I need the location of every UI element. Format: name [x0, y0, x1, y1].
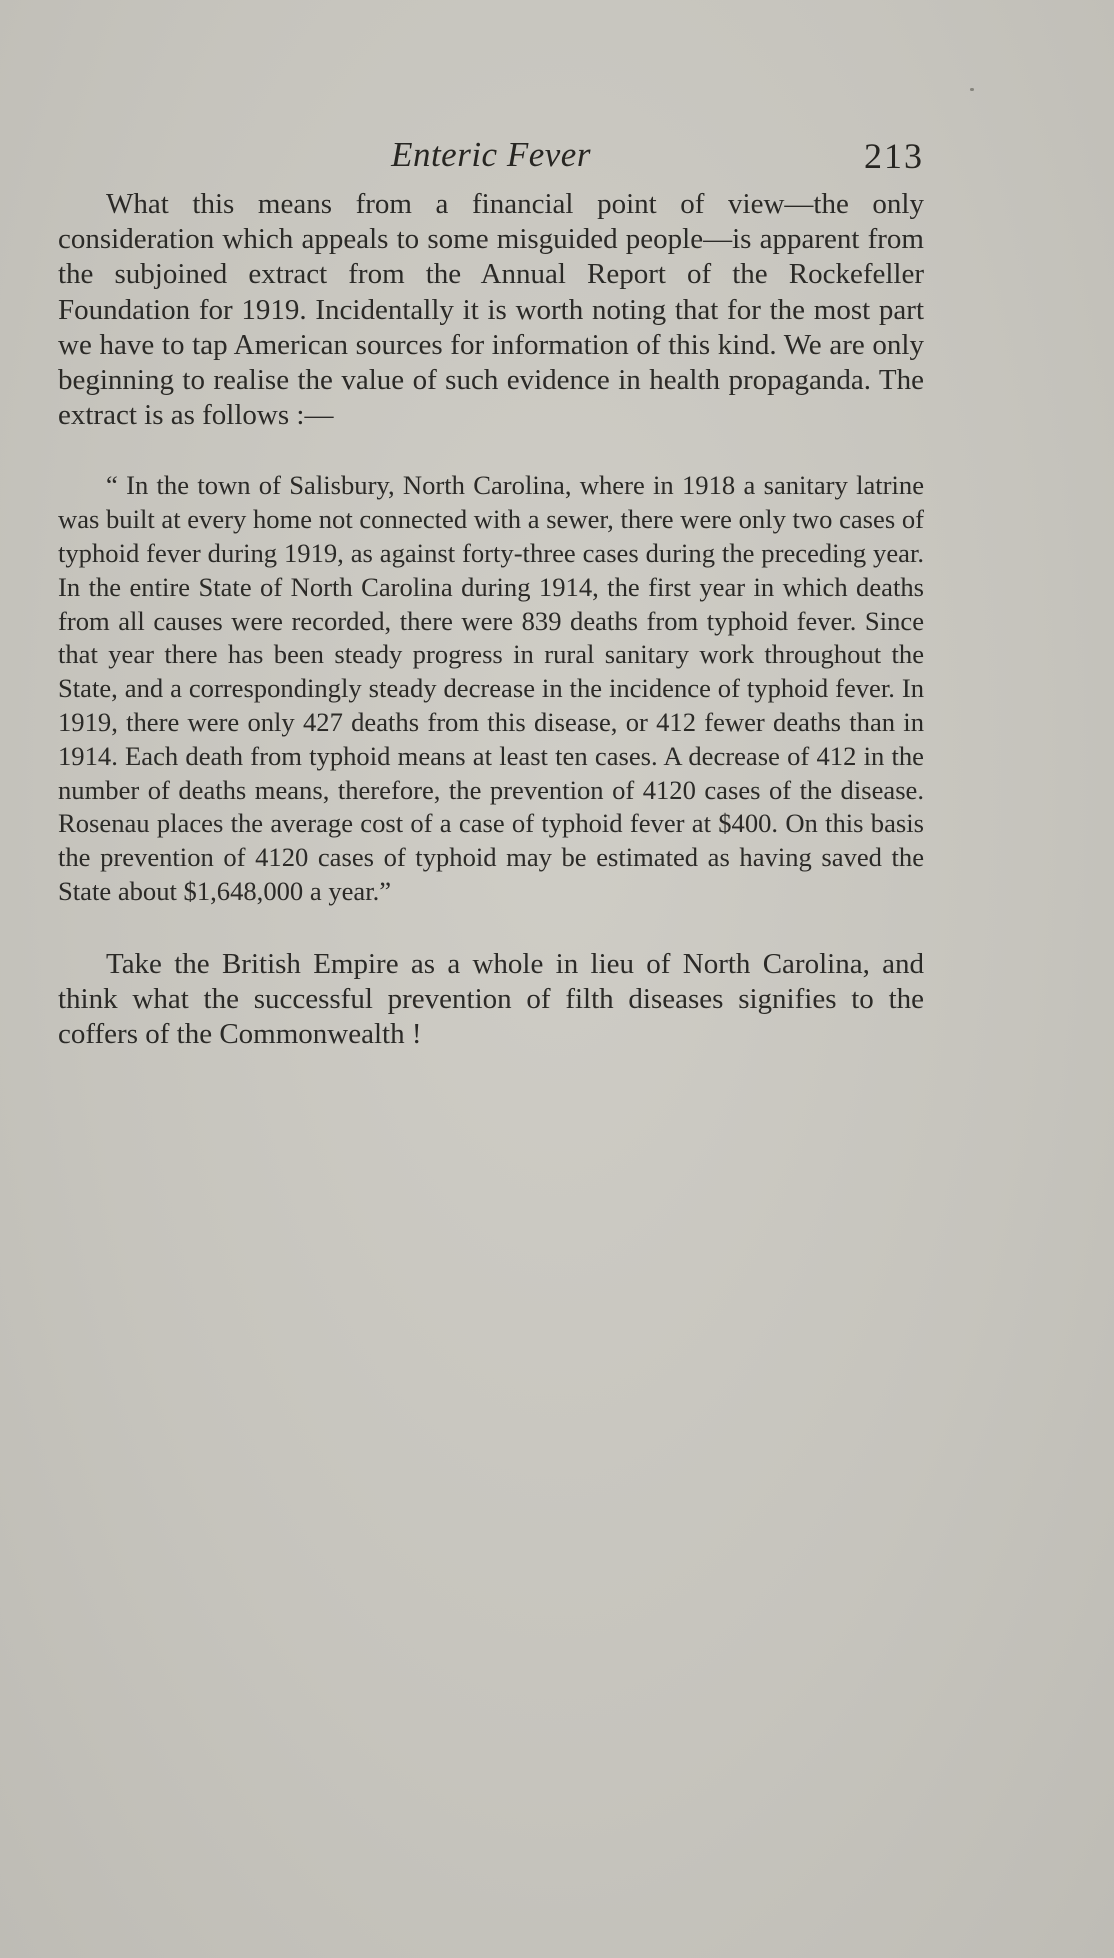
body-paragraph-1: [58, 187, 924, 433]
quoted-extract: [58, 469, 924, 908]
paragraph-text-2: Take the British Empire as a whole in lieu of North Carolina, and think what the successful prevention of filth diseases signifies to the coffers of the Commonwealth !: [58, 947, 924, 1051]
page-number: 213: [864, 136, 924, 176]
paragraph-text-1: What this means from a financial point of view—the only consideration which appeals to some misguided people—is apparent from the subjoined extract from the Annual Report of the Rockefeller Foundation for 1919. Incidentally it is worth noting that for the most part we have to tap American sources for information of this kind. We are only beginning to realise the value of such evidence in health propaganda. The extract is as follows :—: [58, 188, 924, 432]
quoted-extract-text: “ In the town of Salisbury, North Carolina, where in 1918 a sanitary latrine was built at every home not connected with a sewer, there were only two cases of typhoid fever during 1919, as against forty-three cases during the preceding year. In the entire State of North Carolina during 1914, the first year in which deaths from all causes were recorded, there were 839 deaths from typhoid fever. Since that year there has been steady progress in rural sanitary work throughout the State, and a correspondingly steady decrease in the incidence of typhoid fever. In 1919, there were only 427 deaths from this disease, or 412 fewer deaths than in 1914. Each death from typhoid means at least ten cases. A decrease of 412 in the number of deaths means, therefore, the prevention of 4120 cases of the disease. Rosenau places the average cost of a case of typhoid fever at $400. On this basis the prevention of 4120 cases of typhoid may be estimated as having saved the State about $1,648,000 a year.”: [58, 470, 924, 906]
book-page: [58, 135, 924, 1052]
paper-speck: [970, 88, 974, 91]
running-title: Enteric Fever: [391, 135, 591, 174]
body-paragraph-2: [58, 947, 924, 1053]
running-head: [58, 135, 924, 187]
